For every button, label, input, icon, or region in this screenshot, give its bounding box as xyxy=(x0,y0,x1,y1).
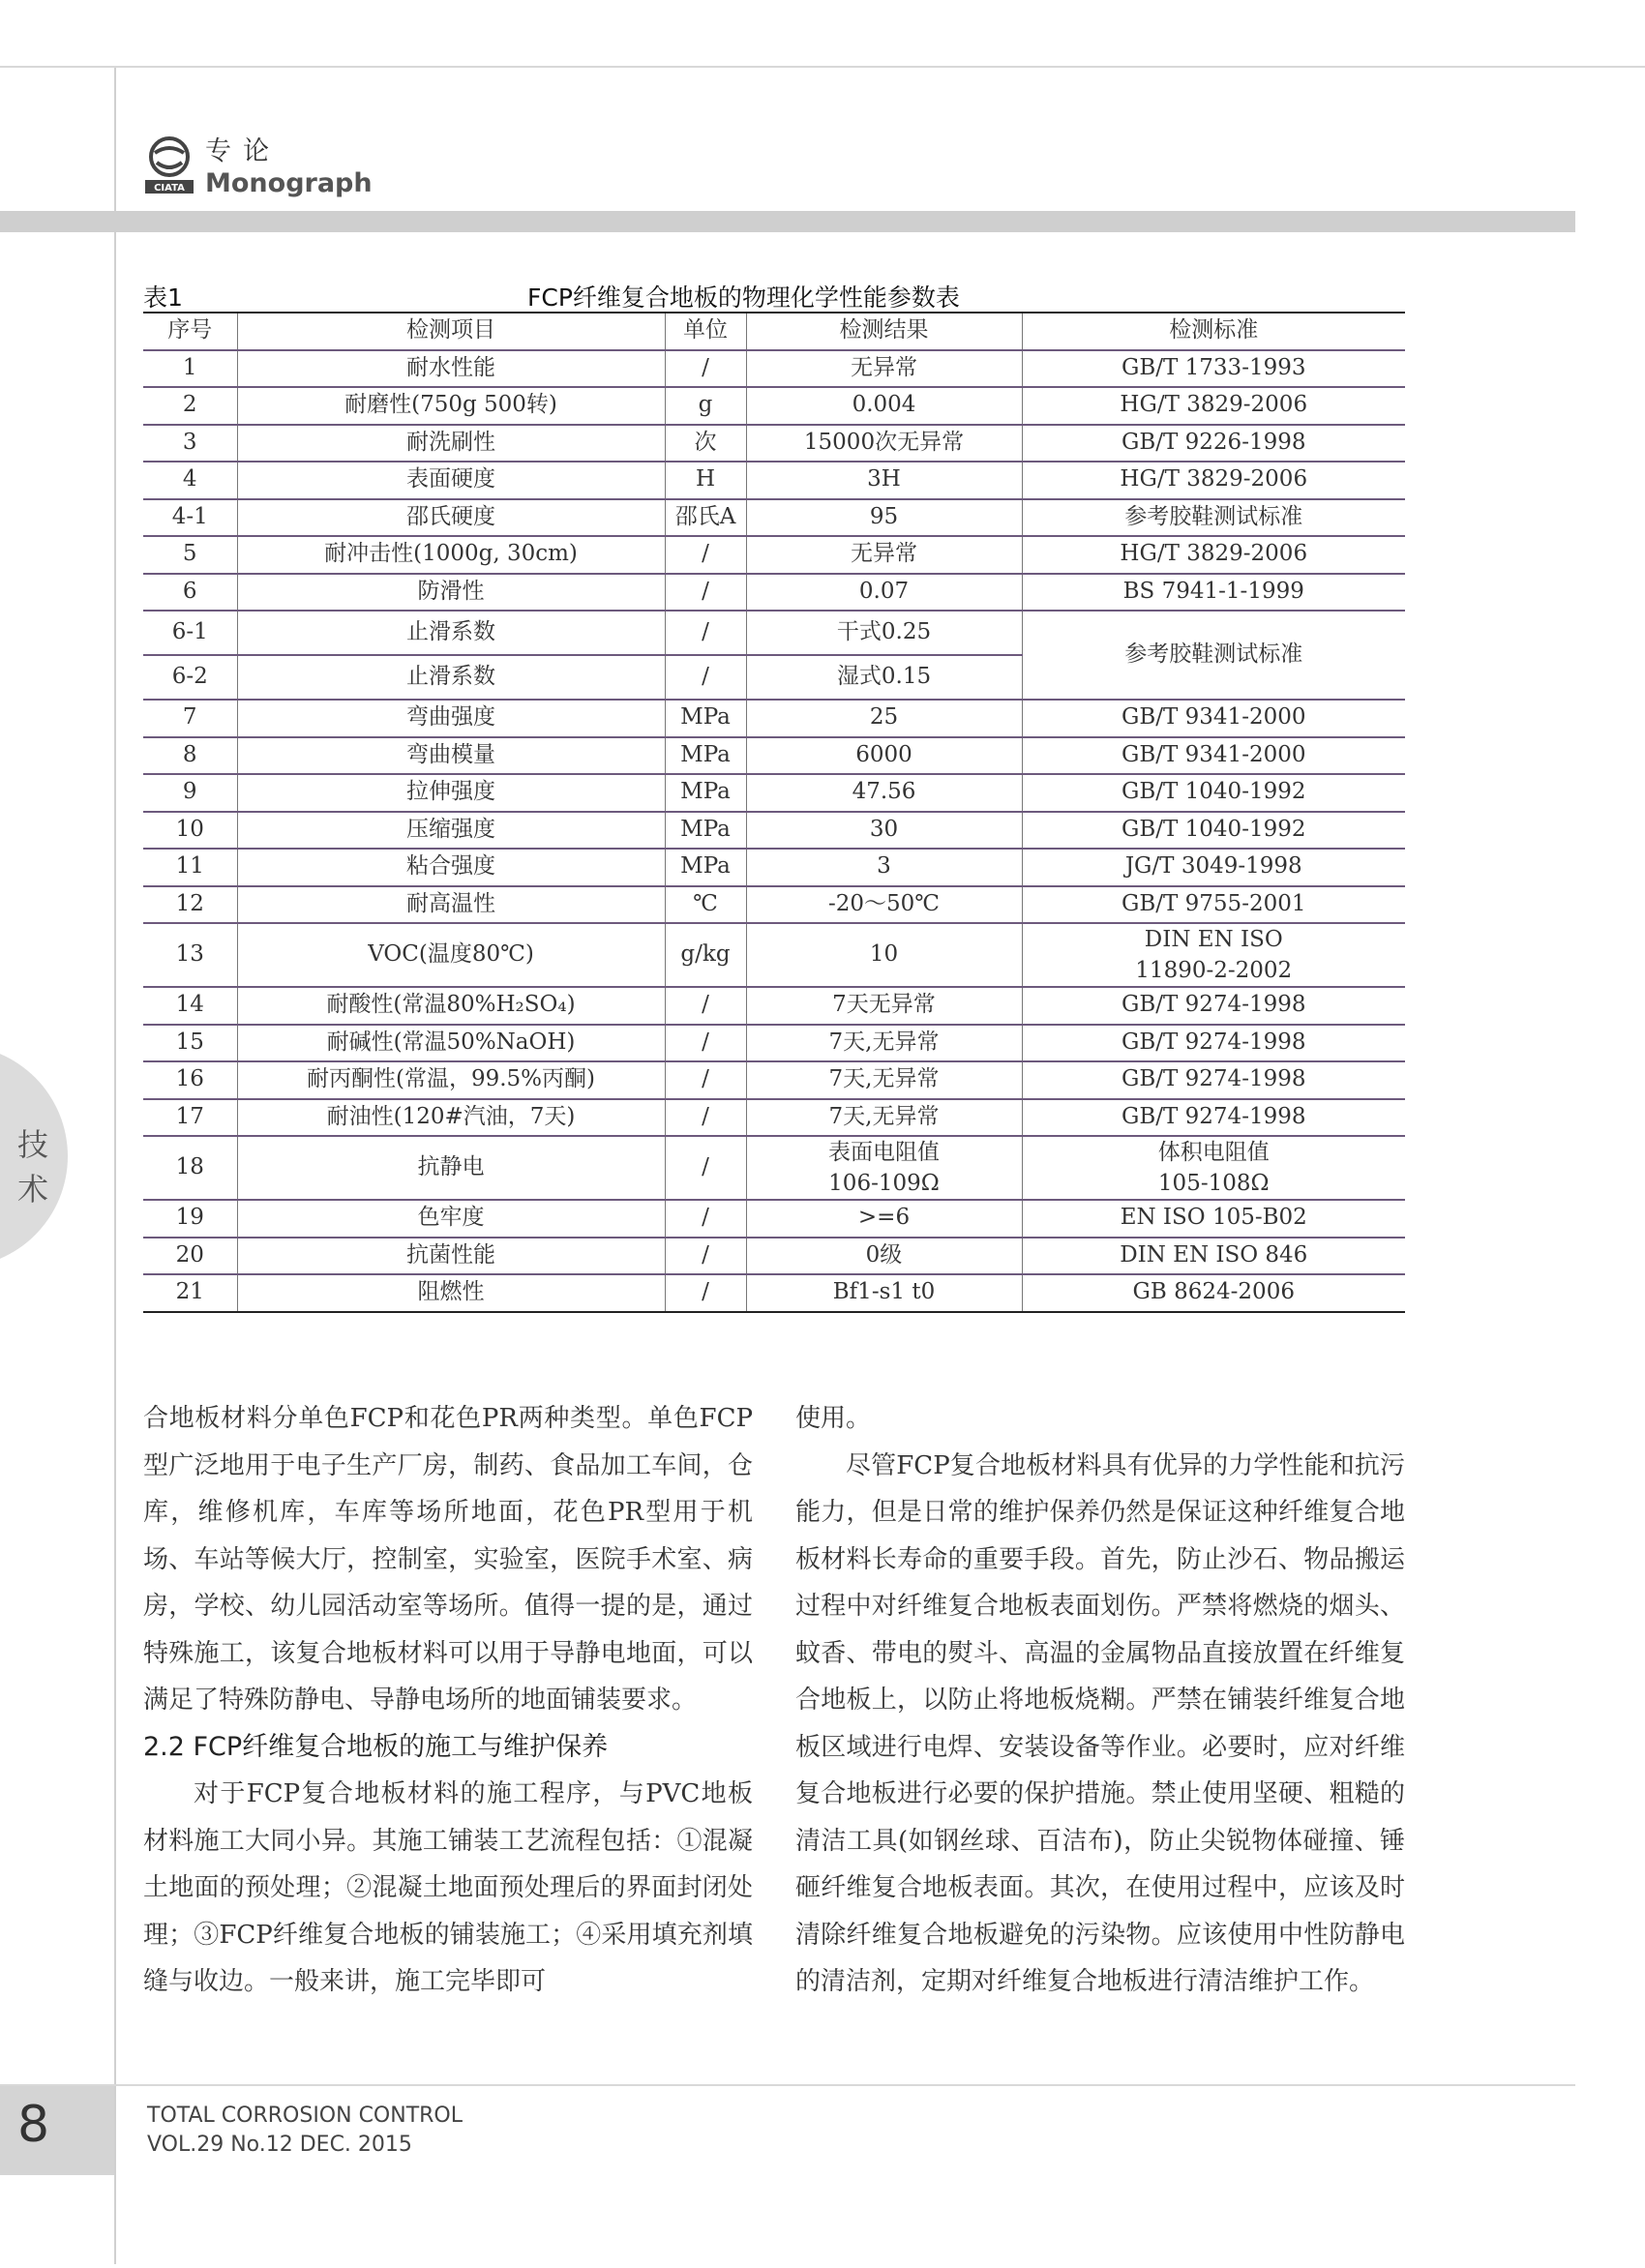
section-title-zh: 专论 xyxy=(205,136,281,166)
cell-result: Bf1-s1 t0 xyxy=(746,1274,1022,1312)
table-row xyxy=(143,886,1405,924)
paragraph: 合地板材料分单色FCP和花色PR两种类型。单色FCP型广泛地用于电子生产厂房，制药、食品加工车间，仓库，维修机库，车库等场所地面，花色PR型用于机场、车站等候大厅，控制室，实验室，医院手术室、病房，学校、幼儿园活动室等场所。值得一提的是，通过特殊施工，该复合地板材料可以用于导静电地面，可以满足了特殊防静电、导静电场所的地面铺装要求。 xyxy=(143,1404,753,1715)
cell-result: 0.004 xyxy=(746,387,1022,425)
cell-result: 95 xyxy=(746,499,1022,537)
table-row xyxy=(143,812,1405,850)
cell-item: 耐丙酮性(常温，99.5%丙酮) xyxy=(237,1061,665,1099)
cell-no: 1 xyxy=(143,350,237,388)
cell-no: 13 xyxy=(143,923,237,987)
cell-item: 抗静电 xyxy=(237,1136,665,1200)
cell-unit: MPa xyxy=(665,812,746,850)
cell-standard: GB 8624-2006 xyxy=(1022,1274,1405,1312)
ciata-logo xyxy=(145,135,194,195)
col-header-item: 检测项目 xyxy=(237,313,665,350)
cell-no: 18 xyxy=(143,1136,237,1200)
cell-standard: JG/T 3049-1998 xyxy=(1022,849,1405,886)
table-row xyxy=(143,737,1405,775)
cell-result: -20～50℃ xyxy=(746,886,1022,924)
cell-no: 20 xyxy=(143,1238,237,1275)
cell-unit: g/kg xyxy=(665,923,746,987)
cell-result: 3 xyxy=(746,849,1022,886)
paragraph: 尽管FCP复合地板材料具有优异的力学性能和抗污能力，但是日常的维护保养仍然是保证这种纤维复合地板材料长寿命的重要手段。首先，防止沙石、物品搬运过程中对纤维复合地板表面划伤。严禁将燃烧的烟头、蚊香、带电的熨斗、高温的金属物品直接放置在纤维复合地板上，以防止将地板烧糊。严禁在铺装纤维复合地板区域进行电焊、安装设备等作业。必要时，应对纤维复合地板进行必要的保护措施。禁止使用坚硬、粗糙的清洁工具(如钢丝球、百洁布)，防止尖锐物体碰撞、锤砸纤维复合地板表面。其次，在使用过程中，应该及时清除纤维复合地板避免的污染物。应该使用中性防静电的清洁剂，定期对纤维复合地板进行清洁维护工作。 xyxy=(795,1450,1405,1996)
cell-result: 30 xyxy=(746,812,1022,850)
cell-unit: 邵氏A xyxy=(665,499,746,537)
cell-no: 14 xyxy=(143,987,237,1025)
standard-line2: 11890-2-2002 xyxy=(1135,958,1293,983)
cell-unit: / xyxy=(665,1136,746,1200)
table-row xyxy=(143,350,1405,388)
cell-no: 12 xyxy=(143,886,237,924)
paragraph: 使用。 xyxy=(795,1404,872,1433)
cell-item: 弯曲模量 xyxy=(237,737,665,775)
cell-item: 拉伸强度 xyxy=(237,774,665,812)
cell-item: 耐酸性(常温80%H₂SO₄) xyxy=(237,987,665,1025)
footer-rule xyxy=(0,2084,1575,2086)
cell-result: 0.07 xyxy=(746,574,1022,612)
cell-item: 粘合强度 xyxy=(237,849,665,886)
cell-result: 6000 xyxy=(746,737,1022,775)
cell-unit: 次 xyxy=(665,425,746,463)
cell-no: 17 xyxy=(143,1099,237,1137)
cell-item: 色牢度 xyxy=(237,1200,665,1238)
cell-item: 止滑系数 xyxy=(237,611,665,655)
cell-standard: GB/T 9755-2001 xyxy=(1022,886,1405,924)
cell-unit: / xyxy=(665,655,746,700)
cell-no: 6-2 xyxy=(143,655,237,700)
cell-unit: / xyxy=(665,1061,746,1099)
cell-no: 15 xyxy=(143,1025,237,1062)
cell-item: 耐洗刷性 xyxy=(237,425,665,463)
cell-result: 25 xyxy=(746,700,1022,737)
cell-result: 15000次无异常 xyxy=(746,425,1022,463)
cell-result: 无异常 xyxy=(746,350,1022,388)
cell-item: 邵氏硬度 xyxy=(237,499,665,537)
table-row xyxy=(143,849,1405,886)
table-row xyxy=(143,425,1405,463)
cell-unit: H xyxy=(665,462,746,499)
table-title: FCP纤维复合地板的物理化学性能参数表 xyxy=(527,284,960,312)
table-row xyxy=(143,1099,1405,1137)
table-row xyxy=(143,1025,1405,1062)
cell-unit: g xyxy=(665,387,746,425)
table-row xyxy=(143,574,1405,612)
table-header-row xyxy=(143,313,1405,350)
standard-line1: 体积电阻值 xyxy=(1157,1140,1270,1165)
cell-no: 6 xyxy=(143,574,237,612)
cell-item: 阻燃性 xyxy=(237,1274,665,1312)
cell-unit: / xyxy=(665,1099,746,1137)
cell-no: 16 xyxy=(143,1061,237,1099)
col-header-result: 检测结果 xyxy=(746,313,1022,350)
cell-standard: HG/T 3829-2006 xyxy=(1022,387,1405,425)
side-tab-char-1: 技 xyxy=(17,1126,49,1163)
cell-item: 压缩强度 xyxy=(237,812,665,850)
cell-item: 耐油性(120#汽油，7天) xyxy=(237,1099,665,1137)
table-row xyxy=(143,611,1405,655)
cell-no: 8 xyxy=(143,737,237,775)
cell-standard: DIN EN ISO 846 xyxy=(1022,1238,1405,1275)
section-heading: 2.2 FCP纤维复合地板的施工与维护保养 xyxy=(143,1731,609,1762)
cell-no: 21 xyxy=(143,1274,237,1312)
cell-standard: GB/T 9274-1998 xyxy=(1022,1025,1405,1062)
cell-standard: GB/T 9341-2000 xyxy=(1022,700,1405,737)
cell-result: 湿式0.15 xyxy=(746,655,1022,700)
cell-unit: / xyxy=(665,987,746,1025)
cell-result: 7天,无异常 xyxy=(746,1099,1022,1137)
margin-line xyxy=(114,68,116,2264)
cell-standard: GB/T 9274-1998 xyxy=(1022,1099,1405,1137)
journal-issue: VOL.29 No.12 DEC. 2015 xyxy=(147,2133,412,2157)
cell-result: 0级 xyxy=(746,1238,1022,1275)
cell-no: 5 xyxy=(143,536,237,574)
cell-result: 10 xyxy=(746,923,1022,987)
cell-standard: 参考胶鞋测试标准 xyxy=(1022,499,1405,537)
table-row xyxy=(143,923,1405,987)
cell-result: 3H xyxy=(746,462,1022,499)
standard-line1: DIN EN ISO xyxy=(1144,927,1283,952)
cell-item: VOC(温度80℃) xyxy=(237,923,665,987)
table-row xyxy=(143,1061,1405,1099)
right-column xyxy=(795,1395,1405,2006)
journal-info xyxy=(147,2102,463,2160)
cell-result xyxy=(746,1136,1022,1200)
cell-standard: EN ISO 105-B02 xyxy=(1022,1200,1405,1238)
cell-standard: GB/T 1040-1992 xyxy=(1022,774,1405,812)
cell-unit: MPa xyxy=(665,774,746,812)
table-row xyxy=(143,462,1405,499)
cell-standard: GB/T 9274-1998 xyxy=(1022,987,1405,1025)
cell-result: 无异常 xyxy=(746,536,1022,574)
cell-unit: / xyxy=(665,1238,746,1275)
cell-standard: HG/T 3829-2006 xyxy=(1022,536,1405,574)
cell-item: 抗菌性能 xyxy=(237,1238,665,1275)
cell-result: >=6 xyxy=(746,1200,1022,1238)
cell-standard: GB/T 1733-1993 xyxy=(1022,350,1405,388)
result-line2: 106-109Ω xyxy=(828,1171,940,1196)
cell-unit: / xyxy=(665,574,746,612)
table-row xyxy=(143,1200,1405,1238)
cell-no: 19 xyxy=(143,1200,237,1238)
cell-standard: GB/T 9226-1998 xyxy=(1022,425,1405,463)
cell-standard: BS 7941-1-1999 xyxy=(1022,574,1405,612)
cell-no: 3 xyxy=(143,425,237,463)
cell-no: 11 xyxy=(143,849,237,886)
left-column xyxy=(143,1395,753,2006)
cell-item: 弯曲强度 xyxy=(237,700,665,737)
cell-result: 7天,无异常 xyxy=(746,1025,1022,1062)
cell-no: 4-1 xyxy=(143,499,237,537)
cell-standard: HG/T 3829-2006 xyxy=(1022,462,1405,499)
cell-item: 表面硬度 xyxy=(237,462,665,499)
section-title-en: Monograph xyxy=(205,168,373,198)
cell-result: 47.56 xyxy=(746,774,1022,812)
cell-result: 7天,无异常 xyxy=(746,1061,1022,1099)
table-row xyxy=(143,1238,1405,1275)
cell-unit: / xyxy=(665,611,746,655)
table-row xyxy=(143,774,1405,812)
side-tab-char-2: 术 xyxy=(17,1171,49,1208)
cell-no: 6-1 xyxy=(143,611,237,655)
cell-standard xyxy=(1022,1136,1405,1200)
cell-item: 耐磨性(750g 500转) xyxy=(237,387,665,425)
table-row xyxy=(143,987,1405,1025)
cell-unit: MPa xyxy=(665,849,746,886)
cell-item: 耐水性能 xyxy=(237,350,665,388)
table-row xyxy=(143,1136,1405,1200)
paragraph: 对于FCP复合地板材料的施工程序，与PVC地板材料施工大同小异。其施工铺装工艺流程包括：①混凝土地面的预处理；②混凝土地面预处理后的界面封闭处理；③FCP纤维复合地板的铺装施工；④采用填充剂填缝与收边。一般来讲，施工完毕即可 xyxy=(143,1779,753,1996)
col-header-no: 序号 xyxy=(143,313,237,350)
table-row xyxy=(143,1274,1405,1312)
logo-text: CIATA xyxy=(154,183,185,194)
cell-no: 10 xyxy=(143,812,237,850)
result-line1: 表面电阻值 xyxy=(828,1140,940,1165)
cell-unit: MPa xyxy=(665,700,746,737)
cell-item: 防滑性 xyxy=(237,574,665,612)
cell-unit: / xyxy=(665,536,746,574)
cell-no: 2 xyxy=(143,387,237,425)
properties-table xyxy=(143,312,1405,1313)
cell-item: 耐碱性(常温50%NaOH) xyxy=(237,1025,665,1062)
cell-no: 4 xyxy=(143,462,237,499)
cell-unit: ℃ xyxy=(665,886,746,924)
cell-standard xyxy=(1022,923,1405,987)
cell-item: 耐冲击性(1000g, 30cm) xyxy=(237,536,665,574)
table-row xyxy=(143,700,1405,737)
journal-name: TOTAL CORROSION CONTROL xyxy=(147,2104,464,2128)
header-band xyxy=(0,211,1575,232)
side-tab-label xyxy=(17,1122,49,1211)
cell-standard: GB/T 9341-2000 xyxy=(1022,737,1405,775)
table-row xyxy=(143,387,1405,425)
cell-unit: / xyxy=(665,1200,746,1238)
col-header-unit: 单位 xyxy=(665,313,746,350)
page-number: 8 xyxy=(17,2096,50,2154)
cell-unit: / xyxy=(665,350,746,388)
cell-result: 7天无异常 xyxy=(746,987,1022,1025)
cell-result: 干式0.25 xyxy=(746,611,1022,655)
cell-unit: MPa xyxy=(665,737,746,775)
cell-standard: GB/T 1040-1992 xyxy=(1022,812,1405,850)
cell-item: 止滑系数 xyxy=(237,655,665,700)
col-header-standard: 检测标准 xyxy=(1022,313,1405,350)
table-label: 表1 xyxy=(143,284,183,312)
cell-standard-merged: 参考胶鞋测试标准 xyxy=(1022,611,1405,700)
table-row xyxy=(143,499,1405,537)
standard-line2: 105-108Ω xyxy=(1157,1171,1270,1196)
cell-item: 耐高温性 xyxy=(237,886,665,924)
cell-standard: GB/T 9274-1998 xyxy=(1022,1061,1405,1099)
cell-no: 7 xyxy=(143,700,237,737)
cell-unit: / xyxy=(665,1025,746,1062)
top-rule xyxy=(0,66,1645,68)
table-row xyxy=(143,536,1405,574)
cell-no: 9 xyxy=(143,774,237,812)
cell-unit: / xyxy=(665,1274,746,1312)
